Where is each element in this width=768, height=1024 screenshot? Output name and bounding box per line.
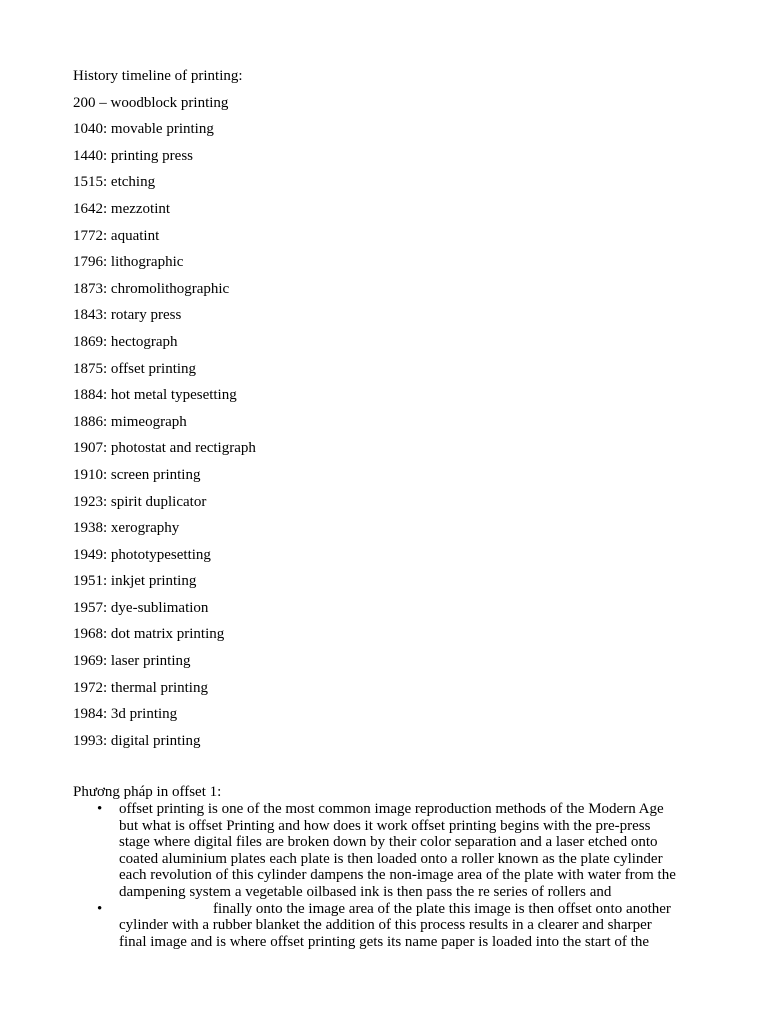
timeline-entry: 1040: movable printing xyxy=(73,121,214,138)
printing-timeline xyxy=(73,67,256,758)
offset-section xyxy=(73,784,703,950)
timeline-entry: 1969: laser printing xyxy=(73,653,191,670)
timeline-entry: 1910: screen printing xyxy=(73,466,201,483)
timeline-entry: 1440: printing press xyxy=(73,147,193,164)
timeline-entry: 200 – woodblock printing xyxy=(73,94,229,111)
paragraph-line: coated aluminium plates each plate is then loaded onto a roller known as the plate cylinder xyxy=(119,850,663,867)
list-item xyxy=(73,901,703,951)
timeline-entry: 1886: mimeograph xyxy=(73,413,187,430)
timeline-entry: 1923: spirit duplicator xyxy=(73,493,207,510)
timeline-entry: 1907: photostat and rectigraph xyxy=(73,440,256,457)
paragraph-line: final image and is where offset printing gets its name paper is loaded into the start of the xyxy=(119,933,649,950)
timeline-entry: 1993: digital printing xyxy=(73,732,201,749)
paragraph-line: cylinder with a rubber blanket the addition of this process results in a clearer and sharper xyxy=(119,917,652,934)
timeline-entry: 1949: phototypesetting xyxy=(73,546,211,563)
timeline-entry: 1873: chromolithographic xyxy=(73,280,230,297)
timeline-entry: 1957: dye-sublimation xyxy=(73,599,209,616)
timeline-entry: 1796: lithographic xyxy=(73,254,184,271)
timeline-entry: 1869: hectograph xyxy=(73,333,178,350)
paragraph-line: but what is offset Printing and how does it work offset printing begins with the pre-press xyxy=(119,817,651,834)
paragraph-line: each revolution of this cylinder dampens the non-image area of the plate with water from the xyxy=(119,867,676,884)
bullet-list xyxy=(73,801,703,950)
timeline-entry: 1843: rotary press xyxy=(73,307,182,324)
paragraph-line: stage where digital files are broken down by their color separation and a laser etched onto xyxy=(119,834,658,851)
timeline-entry: 1972: thermal printing xyxy=(73,679,208,696)
bullet-icon: • xyxy=(97,801,103,817)
paragraph-line: dampening system a vegetable oilbased ink is then pass the re series of rollers and xyxy=(119,883,612,900)
paragraph-line: finally onto the image area of the plate this image is then offset onto another xyxy=(213,900,671,917)
paragraph-line: offset printing is one of the most common image reproduction methods of the Modern Age xyxy=(119,801,664,817)
timeline-entry: 1772: aquatint xyxy=(73,227,160,244)
timeline-entry: 1642: mezzotint xyxy=(73,200,171,217)
timeline-entry: 1984: 3d printing xyxy=(73,706,178,723)
timeline-entry: 1515: etching xyxy=(73,174,156,191)
timeline-heading: History timeline of printing: xyxy=(73,68,243,84)
timeline-entry: 1938: xerography xyxy=(73,520,180,537)
timeline-entry: 1875: offset printing xyxy=(73,360,197,377)
timeline-entry: 1968: dot matrix printing xyxy=(73,626,225,643)
list-item xyxy=(73,801,703,901)
timeline-entry: 1951: inkjet printing xyxy=(73,573,197,590)
timeline-entry: 1884: hot metal typesetting xyxy=(73,387,237,404)
bullet-icon: • xyxy=(97,900,103,917)
section-title: Phương pháp in offset 1: xyxy=(73,784,222,800)
